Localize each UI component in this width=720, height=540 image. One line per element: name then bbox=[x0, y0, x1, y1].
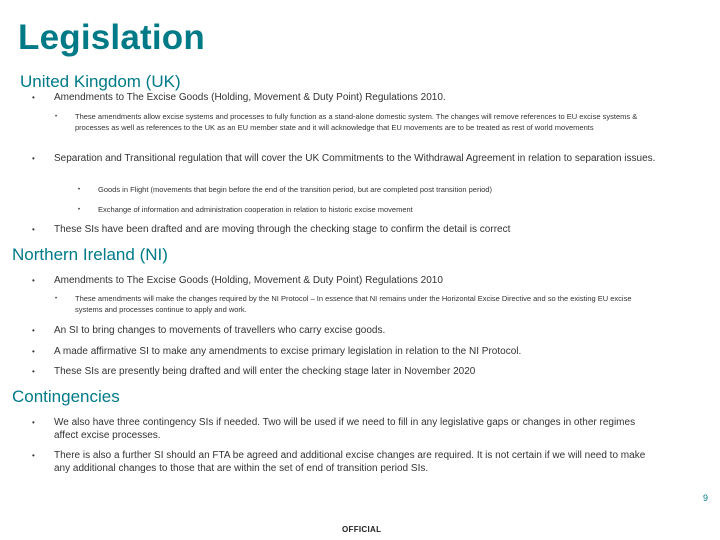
list-item-text: There is also a further SI should an FTA be agreed and additional excise changes are required. It is not certain if we will need to make any additional changes to those that are within the set of end of transition period SIs. bbox=[54, 450, 646, 474]
sub-list-item-text: Exchange of information and administration cooperation in relation to historic excise movement bbox=[98, 205, 413, 214]
list-item-text: A made affirmative SI to make any amendments to excise primary legislation in relation to the NI Protocol. bbox=[54, 346, 522, 357]
page-title: Legislation bbox=[18, 18, 205, 57]
list-item-text: Separation and Transitional regulation that will cover the UK Commitments to the Withdrawal Agreement in relation to separation issues. bbox=[54, 153, 656, 164]
sub-list-item-text: Goods in Flight (movements that begin before the end of the transition period, but are completed post transition period) bbox=[98, 185, 492, 194]
list-item-text: We also have three contingency SIs if needed. Two will be used if we need to fill in any legislative gaps or changes in other regimes affect excise processes. bbox=[54, 417, 636, 441]
bullet-icon: • bbox=[78, 207, 81, 213]
sub-list-item-text: These amendments allow excise systems and processes to fully function as a stand-alone domestic system. The changes will remove references to EU excise systems & processes as well as references to the UK as an EU member state and it will acknowledge that EU movements are to be treated as rest of world movements bbox=[75, 112, 638, 132]
list-item-text: These SIs are presently being drafted and will enter the checking stage later in November 2020 bbox=[54, 366, 476, 377]
section-heading-contingencies: Contingencies bbox=[12, 387, 120, 406]
section-heading-uk: United Kingdom (UK) bbox=[20, 72, 181, 91]
bullet-icon: • bbox=[55, 114, 58, 120]
bullet-icon: • bbox=[32, 93, 35, 102]
list-item-text: Amendments to The Excise Goods (Holding, Movement & Duty Point) Regulations 2010 bbox=[54, 275, 443, 286]
sub-list-item-text: These amendments will make the changes required by the NI Protocol – In essence that NI remains under the Horizontal Excise Directive and so the existing EU excise systems and processes continue to apply and work. bbox=[75, 294, 632, 314]
bullet-icon: • bbox=[32, 418, 35, 427]
list-item-text: These SIs have been drafted and are moving through the checking stage to confirm the detail is correct bbox=[54, 224, 511, 235]
bullet-icon: • bbox=[32, 451, 35, 460]
bullet-icon: • bbox=[32, 154, 35, 163]
bullet-icon: • bbox=[32, 326, 35, 335]
section-heading-ni: Northern Ireland (NI) bbox=[12, 245, 168, 264]
bullet-icon: • bbox=[32, 347, 35, 356]
bullet-icon: • bbox=[55, 296, 58, 302]
bullet-icon: • bbox=[32, 276, 35, 285]
bullet-icon: • bbox=[78, 187, 81, 193]
list-item-text: An SI to bring changes to movements of travellers who carry excise goods. bbox=[54, 325, 386, 336]
bullet-icon: • bbox=[32, 367, 35, 376]
list-item-text: Amendments to The Excise Goods (Holding, Movement & Duty Point) Regulations 2010. bbox=[54, 92, 446, 103]
bullet-icon: • bbox=[32, 225, 35, 234]
footer-classification: OFFICIAL bbox=[342, 525, 382, 534]
page-number: 9 bbox=[702, 493, 708, 503]
